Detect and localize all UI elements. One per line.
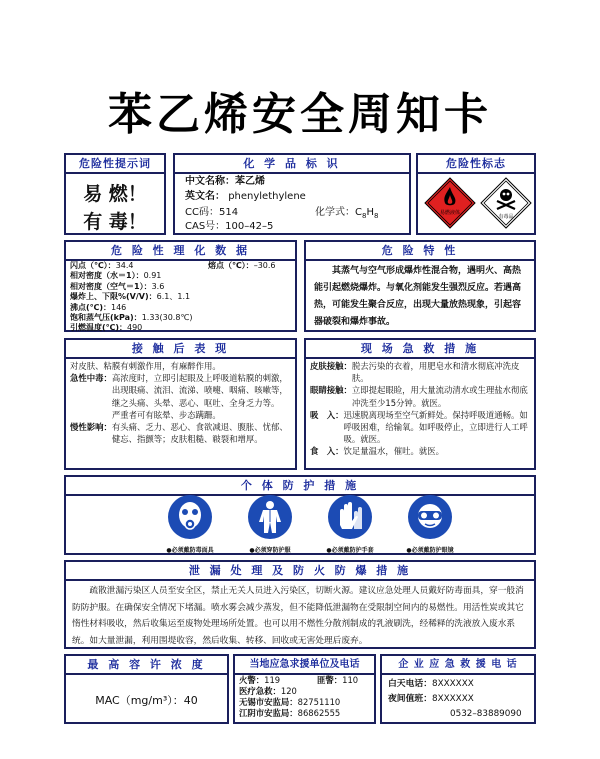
rel-density-air-row bbox=[70, 282, 291, 292]
formula-value bbox=[355, 207, 378, 218]
acute-poisoning-label: 急性中毒： bbox=[70, 373, 112, 384]
cas-row bbox=[185, 219, 273, 235]
police bbox=[317, 675, 358, 686]
ppe-item-goggles bbox=[390, 495, 470, 554]
exposure-symptoms-header: 接 触 后 表 现 bbox=[66, 340, 295, 359]
formula-c-sub: 8 bbox=[361, 212, 367, 220]
fire-label: 火警： bbox=[239, 675, 265, 685]
acute-poisoning-content bbox=[112, 372, 291, 421]
exposure-symptoms-box bbox=[64, 338, 297, 470]
cas-value: 100–42–5 bbox=[225, 221, 274, 232]
fire-value: 119 bbox=[264, 675, 281, 685]
wuxi-safety-value: 82751110 bbox=[297, 697, 341, 707]
max-concentration-header: 最 高 容 许 浓 度 bbox=[66, 656, 227, 675]
symptoms-intro: 对皮肤、粘膜有刺激作用，有麻醉作用。 bbox=[70, 361, 221, 371]
formula-h-sub: 8 bbox=[373, 212, 379, 220]
night-phone-value: 8XXXXXX bbox=[432, 694, 474, 704]
melt-point bbox=[208, 261, 276, 271]
inhalation-label: 吸 入： bbox=[310, 409, 344, 420]
ingestion-row bbox=[310, 445, 530, 457]
danger-hint-header: 危险性提示词 bbox=[66, 155, 164, 174]
acute-poisoning-row bbox=[70, 372, 291, 421]
hazard-properties-text: 其蒸气与空气形成爆炸性混合物，遇明火、高热能引起燃烧爆炸。与氧化剂能发生强烈反应。若遇高热，可能发生聚合反应，出现大量放热现象，引起容器破裂和爆炸事故。 bbox=[314, 266, 522, 327]
chronic-effect-label: 慢性影响： bbox=[70, 422, 112, 433]
wuxi-safety-label: 无锡市安监局： bbox=[239, 697, 298, 707]
toxic-sign-text: 有毒品 bbox=[498, 214, 514, 220]
chronic-effect-text: 有头痛、乏力、恶心、食欲减退、腹胀、忧郁、健忘、指颤等；皮肤粗糙、皲裂和增厚。 bbox=[111, 422, 288, 445]
explosive-limit-row bbox=[70, 292, 291, 302]
fire-police-row bbox=[239, 675, 372, 686]
rel-density-air-value: 3.6 bbox=[151, 281, 165, 291]
rel-density-water-label: 相对密度（水＝1）： bbox=[70, 271, 144, 281]
wuxi-safety-row bbox=[239, 697, 372, 708]
goggles-icon bbox=[408, 495, 452, 539]
physchem-data-box bbox=[64, 240, 297, 332]
ignition-temp-row bbox=[70, 323, 291, 333]
explosive-limit-label: 爆炸上、下限%(V/V)： bbox=[70, 292, 157, 302]
protective-suit-icon bbox=[248, 495, 292, 539]
leak-fire-measures-box bbox=[64, 560, 536, 649]
chinese-name-label: 中文名称： bbox=[185, 176, 235, 187]
formula-label: 化学式： bbox=[315, 207, 355, 218]
boiling-point-label: 沸点(℃)： bbox=[70, 302, 111, 312]
english-name-value: phenylethylene bbox=[228, 191, 306, 202]
night-phone-row bbox=[388, 692, 532, 707]
company-emergency-list bbox=[388, 677, 532, 722]
flammable-liquid-sign-text: 易燃液体 bbox=[439, 210, 461, 216]
explosive-limit-value: 6.1、1.1 bbox=[156, 292, 191, 302]
day-phone-label: 白天电话： bbox=[388, 679, 432, 689]
inhalation-row bbox=[310, 409, 530, 446]
jiangyin-safety-value: 86862555 bbox=[297, 708, 341, 718]
skin-contact-text: 脱去污染的衣着，用肥皂水和清水彻底冲洗皮肤。 bbox=[351, 361, 520, 384]
police-value: 110 bbox=[342, 675, 359, 685]
local-emergency-box bbox=[233, 654, 376, 724]
ignition-temp-label: 引燃温度(℃)： bbox=[70, 323, 127, 333]
vapor-pressure-label: 饱和蒸气压(kPa)： bbox=[70, 313, 142, 323]
ppe-label-gloves: ● 必须戴防护手套 bbox=[310, 545, 390, 554]
flash-melt-row bbox=[70, 261, 291, 271]
extra-phone-value: 0532–83889090 bbox=[450, 709, 522, 719]
danger-hint-flammable: 易 燃！ bbox=[83, 183, 147, 205]
hazard-properties-header: 危 险 特 性 bbox=[306, 242, 534, 261]
eye-contact-label: 眼睛接触： bbox=[310, 385, 352, 396]
ppe-box bbox=[64, 475, 536, 555]
vapor-pressure-value: 1.33(30.8℃) bbox=[141, 313, 193, 323]
ingestion-text: 饮足量温水，催吐。就医。 bbox=[343, 446, 444, 457]
day-phone-row bbox=[388, 677, 532, 692]
boiling-point-row bbox=[70, 303, 291, 313]
formula-c: C bbox=[355, 207, 362, 218]
ingestion-label: 食 入： bbox=[310, 446, 344, 457]
toxic-sign-icon bbox=[480, 177, 532, 229]
jiangyin-safety-label: 江阴市安监局： bbox=[239, 708, 298, 718]
acute-poisoning-text: 高浓度时，立即引起眼及上呼吸道粘膜的刺激，出现眼痛、流泪、流涕、喷嚏、咽痛、咳嗽等，继之头痛、头晕、恶心、呕吐、全身乏力等。 bbox=[111, 373, 288, 408]
medical-value: 120 bbox=[280, 686, 297, 696]
vapor-pressure-row bbox=[70, 313, 291, 323]
cc-code-label: CC码： bbox=[185, 207, 219, 218]
danger-hint-box bbox=[64, 153, 166, 235]
ppe-label-goggles: ● 必须戴防护眼镜 bbox=[390, 545, 470, 554]
page-title: 苯乙烯安全周知卡 bbox=[108, 89, 492, 140]
ppe-label-gas-mask: ● 必须戴防毒面具 bbox=[150, 545, 230, 554]
max-concentration-box bbox=[64, 654, 229, 724]
gloves-icon bbox=[328, 495, 372, 539]
formula-row bbox=[315, 205, 378, 224]
chemical-identity-header: 化 学 品 标 识 bbox=[175, 155, 409, 174]
cc-code-value: 514 bbox=[218, 207, 239, 218]
jiangyin-safety-row bbox=[239, 708, 372, 719]
rel-density-water-value: 0.91 bbox=[143, 271, 162, 281]
danger-hint-toxic: 有 毒！ bbox=[83, 211, 147, 233]
company-emergency-header: 企 业 应 急 救 援 电 话 bbox=[382, 656, 534, 675]
melt-point-label: 熔点（℃）： bbox=[208, 261, 254, 270]
chemical-identity-box bbox=[173, 153, 411, 235]
flash-point-label: 闪点（℃）： bbox=[70, 261, 116, 270]
local-emergency-header: 当地应急求援单位及电话 bbox=[235, 656, 374, 675]
english-name-row bbox=[185, 189, 306, 205]
hazard-properties-box bbox=[304, 240, 536, 332]
formula-h: H bbox=[366, 207, 374, 218]
medical-row bbox=[239, 686, 372, 697]
rel-density-air-label: 相对密度（空气＝1）： bbox=[70, 281, 152, 291]
mac-row bbox=[66, 692, 227, 708]
leak-fire-measures-header: 泄 漏 处 理 及 防 火 防 爆 措 施 bbox=[66, 562, 534, 581]
medical-label: 医疗急救： bbox=[239, 686, 281, 696]
inhalation-text: 迅速脱离现场至空气新鲜处。保持呼吸道通畅。如呼吸困难，给输氧。如呼吸停止，立即进行人工呼吸。就医。 bbox=[343, 409, 528, 445]
boiling-point-value: 146 bbox=[111, 302, 127, 312]
leak-fire-measures-text: 疏散泄漏污染区人员至安全区，禁止无关人员进入污染区，切断火源。建议应急处理人员戴好防毒面具，穿一般消防防护服。在确保安全情况下堵漏。喷水雾会减少蒸发，但不能降低泄漏物在受限制空间内的易燃性。用活性炭或其它惰性材料吸收，然后收集运至废物处理场所处置。也可以用不燃性分散剂制成的乳液刷洗，经稀释的洗液放入废水系统。如大量泄漏，利用围堤收容，然后收集、转移、回收或无害处理后废弃。 bbox=[72, 586, 524, 646]
eye-contact-row bbox=[310, 384, 530, 408]
ppe-item-gloves bbox=[310, 495, 390, 554]
physchem-data-header: 危 险 性 理 化 数 据 bbox=[66, 242, 295, 261]
cas-label: CAS号： bbox=[185, 221, 226, 232]
day-phone-value: 8XXXXXX bbox=[432, 679, 474, 689]
melt-point-value: –30.6 bbox=[253, 261, 276, 270]
local-emergency-list bbox=[239, 675, 372, 719]
exposure-symptoms-body bbox=[70, 360, 291, 445]
flash-point-value: 34.4 bbox=[115, 261, 134, 270]
severe-poisoning-text: 严重者可有眩晕、步态蹒跚。 bbox=[111, 409, 221, 420]
ppe-item-gas-mask bbox=[150, 495, 230, 554]
first-aid-box bbox=[304, 338, 536, 470]
ignition-temp-value: 490 bbox=[127, 323, 143, 333]
chinese-name-row bbox=[185, 174, 265, 190]
ppe-item-protective-suit bbox=[230, 495, 310, 554]
mac-label: MAC（mg/m³）： bbox=[95, 694, 184, 707]
company-emergency-box bbox=[380, 654, 536, 724]
first-aid-body bbox=[310, 360, 530, 458]
first-aid-header: 现 场 急 救 措 施 bbox=[306, 340, 534, 359]
skin-contact-row bbox=[310, 360, 530, 384]
police-label: 匪警： bbox=[317, 675, 343, 685]
chinese-name-value: 苯乙烯 bbox=[235, 176, 265, 187]
english-name-label: 英文名： bbox=[185, 191, 225, 202]
chronic-effect-row bbox=[70, 421, 291, 445]
physchem-list bbox=[70, 261, 291, 334]
gas-mask-icon bbox=[168, 495, 212, 539]
flammable-liquid-sign-icon bbox=[424, 177, 476, 229]
skin-contact-label: 皮肤接触： bbox=[310, 361, 352, 371]
extra-phone-row bbox=[388, 707, 532, 722]
ppe-header: 个 体 防 护 措 施 bbox=[66, 477, 534, 496]
danger-sign-box bbox=[416, 153, 536, 235]
eye-contact-text: 立即提起眼睑，用大量流动清水或生理盐水彻底冲洗至少15分钟。就医。 bbox=[351, 385, 528, 408]
danger-sign-header: 危险性标志 bbox=[418, 155, 534, 174]
mac-value: 40 bbox=[183, 694, 198, 707]
rel-density-water-row bbox=[70, 271, 291, 281]
ppe-label-protective-suit: ● 必须穿防护服 bbox=[230, 545, 310, 554]
night-phone-label: 夜间值班： bbox=[388, 694, 432, 704]
